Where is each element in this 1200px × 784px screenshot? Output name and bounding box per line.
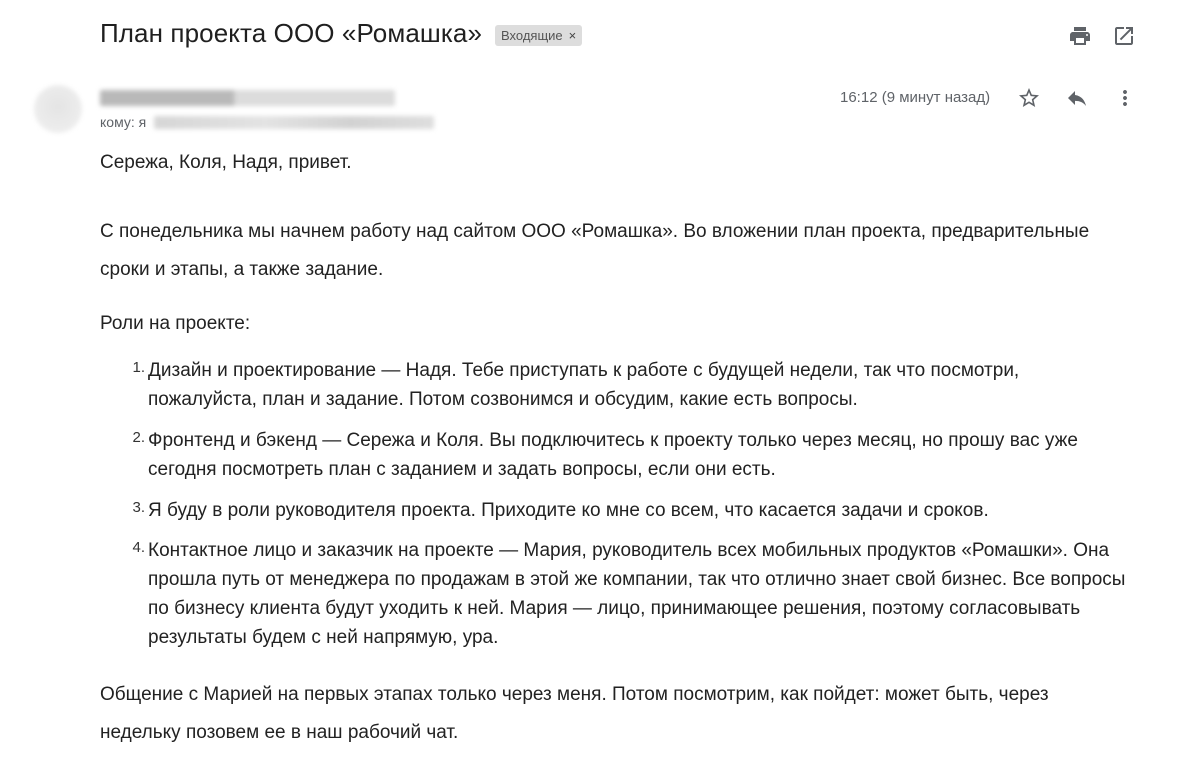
closing-paragraph bbox=[100, 676, 1049, 752]
intro-line: С понедельника мы начнем работу над сайтом ООО «Ромашка». Во вложении план проекта, предварительные bbox=[100, 221, 1090, 242]
message-actions bbox=[1017, 86, 1137, 110]
open-in-new-window-icon[interactable] bbox=[1112, 24, 1136, 48]
greeting: Сережа, Коля, Надя, привет. bbox=[100, 152, 352, 173]
sender-name-redacted bbox=[100, 90, 395, 106]
inbox-label-chip[interactable] bbox=[495, 25, 582, 46]
print-icon[interactable] bbox=[1068, 24, 1092, 48]
reply-icon[interactable] bbox=[1065, 86, 1089, 110]
list-line: результаты будем с ней напрямую, ура. bbox=[148, 627, 499, 648]
intro-line: сроки и этапы, а также задание. bbox=[100, 259, 384, 280]
list-line: Я буду в роли руководителя проекта. Приходите ко мне со всем, что касается задачи и сроков. bbox=[148, 500, 989, 521]
email-date: 16:12 (9 минут назад) bbox=[840, 89, 991, 106]
sender-avatar[interactable] bbox=[34, 85, 82, 133]
closing-line: Общение с Марией на первых этапах только через меня. Потом посмотрим, как пойдет: может быть, через bbox=[100, 684, 1049, 705]
recipient-row bbox=[100, 114, 434, 130]
list-number: 4. bbox=[132, 539, 145, 556]
star-icon[interactable] bbox=[1017, 86, 1041, 110]
list-line: Фронтенд и бэкенд — Сережа и Коля. Вы подключитесь к проекту только через месяц, но прошу вас уже bbox=[148, 430, 1078, 451]
list-item-text bbox=[148, 496, 1148, 525]
list-line: сегодня посмотреть план с заданием и задать вопросы, если они есть. bbox=[148, 459, 776, 480]
list-item-text bbox=[148, 426, 1148, 484]
list-line: Контактное лицо и заказчик на проекте — Мария, руководитель всех мобильных продуктов «Ромашки». Она bbox=[148, 540, 1110, 561]
list-number: 3. bbox=[132, 499, 145, 516]
remove-label-button[interactable]: × bbox=[568, 27, 577, 43]
closing-line: недельку позовем ее в наш рабочий чат. bbox=[100, 722, 459, 743]
list-item bbox=[100, 496, 1148, 525]
intro-paragraph bbox=[100, 213, 1089, 289]
subject-row bbox=[100, 18, 582, 49]
roles-heading: Роли на проекте: bbox=[100, 313, 251, 334]
list-item-text bbox=[148, 536, 1148, 652]
list-line: по бизнесу клиента будут уходить к ней. Мария — лицо, принимающее решения, поэтому согласовывать bbox=[148, 598, 1081, 619]
recipient-redacted bbox=[154, 116, 434, 129]
list-item bbox=[100, 356, 1148, 414]
list-line: прошла путь от менеджера по продажам в этой же компании, так что отлично знает свой бизнес. Все вопросы bbox=[148, 569, 1126, 590]
list-line: Дизайн и проектирование — Надя. Тебе приступать к работе с будущей недели, так что посмотри, bbox=[148, 360, 1020, 381]
email-subject: План проекта ООО «Ромашка» bbox=[100, 18, 482, 48]
list-number: 2. bbox=[132, 429, 145, 446]
list-number: 1. bbox=[132, 359, 145, 376]
list-line: пожалуйста, план и задание. Потом созвонимся и обсудим, какие есть вопросы. bbox=[148, 389, 858, 410]
recipient-prefix: кому: я bbox=[100, 114, 147, 130]
list-item bbox=[100, 536, 1148, 652]
list-item bbox=[100, 426, 1148, 484]
thread-toolbar bbox=[1068, 24, 1136, 48]
list-item-text bbox=[148, 356, 1148, 414]
more-vert-icon[interactable] bbox=[1113, 86, 1137, 110]
label-text: Входящие bbox=[501, 27, 563, 43]
